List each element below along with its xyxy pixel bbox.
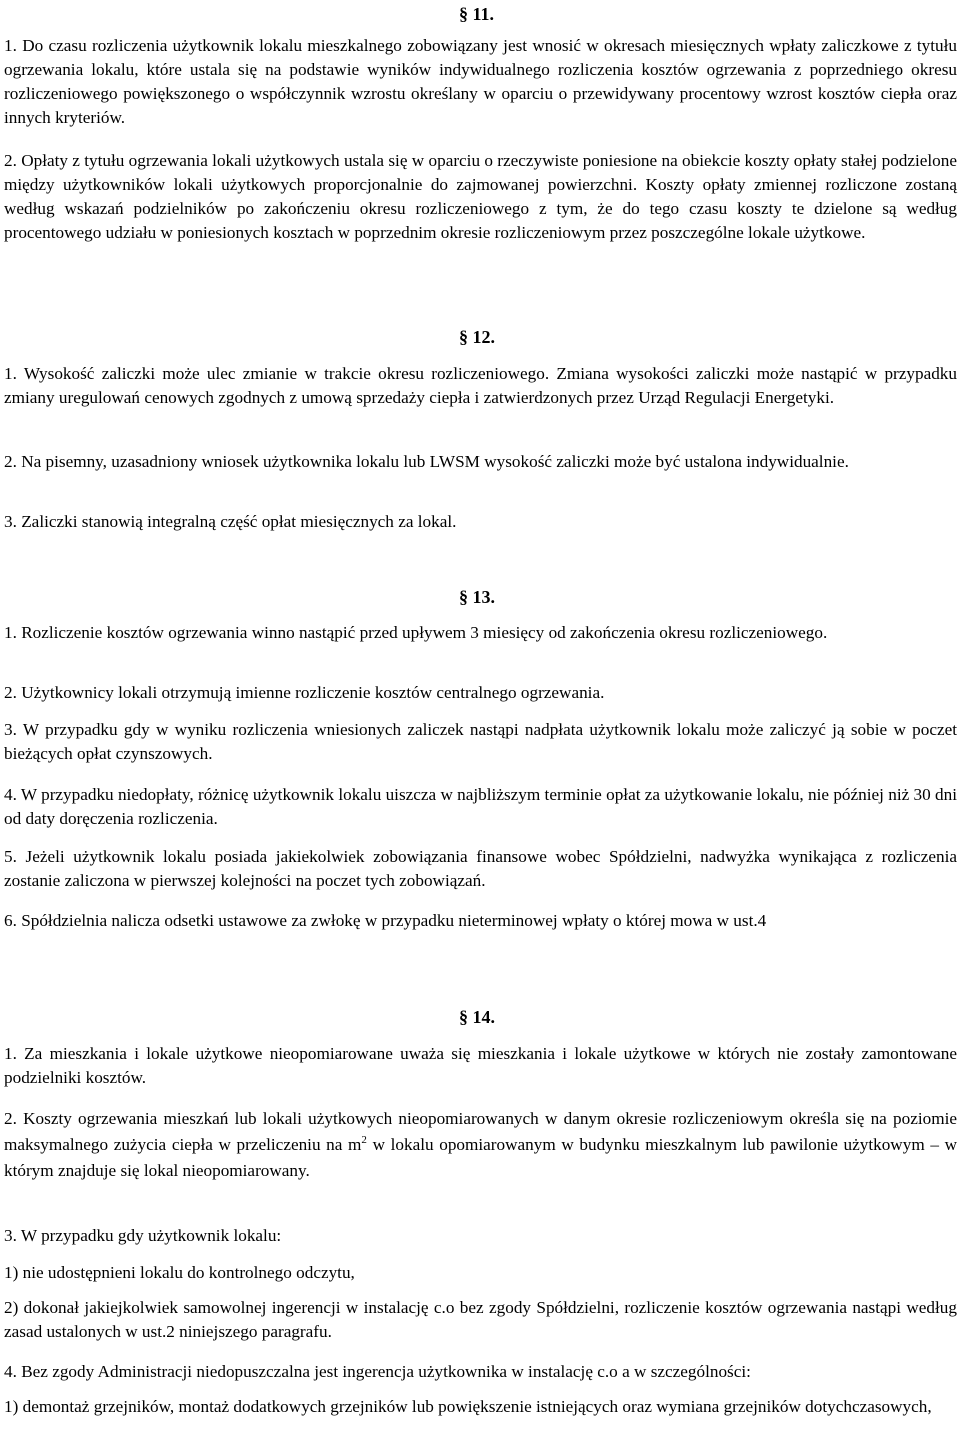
- section-14-paragraph-3: 3. W przypadku gdy użytkownik lokalu:: [4, 1226, 282, 1245]
- section-14-title: § 14.: [459, 1007, 495, 1027]
- section-13-paragraph-4: 4. W przypadku niedopłaty, różnicę użytkownik lokalu uiszcza w najbliższym terminie opłat za użytkowanie lokalu, nie później niż 30 dni od daty doręczenia rozliczenia.: [4, 785, 957, 828]
- section-11-title: § 11.: [459, 4, 495, 24]
- section-14-paragraph-4-item-1: 1) demontaż grzejników, montaż dodatkowych grzejników lub powiększenie istniejących oraz wymiana grzejników dotychczasowych,: [4, 1397, 932, 1416]
- section-13-paragraph-3: 3. W przypadku gdy w wyniku rozliczenia wniesionych zaliczek nastąpi nadpłata użytkownik lokalu może zaliczyć ją sobie w poczet bieżących opłat czynszowych.: [4, 720, 957, 763]
- section-13-title: § 13.: [459, 587, 495, 607]
- section-13-paragraph-2: 2. Użytkownicy lokali otrzymują imienne rozliczenie kosztów centralnego ogrzewania.: [4, 683, 605, 702]
- section-12-paragraph-2: 2. Na pisemny, uzasadniony wniosek użytkownika lokalu lub LWSM wysokość zaliczki może być ustalona indywidualnie.: [4, 452, 849, 471]
- section-12-paragraph-3: 3. Zaliczki stanowią integralną część opłat miesięcznych za lokal.: [4, 512, 457, 531]
- section-13-paragraph-1: 1. Rozliczenie kosztów ogrzewania winno nastąpić przed upływem 3 miesięcy od zakończenia okresu rozliczeniowego.: [4, 623, 828, 642]
- section-14-paragraph-3-item-2: 2) dokonał jakiejkolwiek samowolnej ingerencji w instalację c.o bez zgody Spółdzielni, rozliczenie kosztów ogrzewania nastąpi według zasad ustalonych w ust.2 niniejszego paragrafu.: [4, 1298, 957, 1341]
- section-12-title: § 12.: [459, 327, 495, 347]
- section-11-paragraph-2: 2. Opłaty z tytułu ogrzewania lokali użytkowych ustala się w oparciu o rzeczywiste poniesione na obiekcie koszty opłaty stałej podzielone między użytkowników lokali użytkowych proporcjonalnie do zajmowanej powierzchni. Koszty opłaty zmiennej rozliczone zostaną według wskazań podzielników po zakończeniu okresu rozliczeniowego z tym, że do tego czasu koszty te dzielone są według procentowego udziału w poniesionych kosztach w poprzednim okresie rozliczeniowym przez poszczególne lokale użytkowe.: [4, 151, 957, 242]
- section-14-paragraph-4: 4. Bez zgody Administracji niedopuszczalna jest ingerencja użytkownika w instalację c.o a w szczególności:: [4, 1362, 751, 1381]
- section-14-paragraph-3-item-1: 1) nie udostępnieni lokalu do kontrolnego odczytu,: [4, 1263, 355, 1282]
- section-14-paragraph-2-text-b: w lokalu opomiarowanym w budynku mieszkalnym lub pawilonie użytkowym – w którym znajduje się lokal nieopomiarowany.: [4, 1135, 957, 1180]
- section-12-paragraph-1: 1. Wysokość zaliczki może ulec zmianie w trakcie okresu rozliczeniowego. Zmiana wysokości zaliczki może nastąpić w przypadku zmiany uregulowań cenowych zgodnych z umową sprzedaży ciepła i zatwierdzonych przez Urząd Regulacji Energetyki.: [4, 364, 957, 407]
- section-14-paragraph-2-text-a: 2. Koszty ogrzewania mieszkań lub lokali użytkowych nieopomiarowanych w danym okresie rozliczeniowym określa się na poziomie maksymalnego zużycia ciepła w przeliczeniu na m: [4, 1109, 957, 1154]
- superscript-2: 2: [361, 1134, 367, 1146]
- section-13-paragraph-6: 6. Spółdzielnia nalicza odsetki ustawowe za zwłokę w przypadku nieterminowej wpłaty o której mowa w ust.4: [4, 911, 767, 930]
- section-13-paragraph-5: 5. Jeżeli użytkownik lokalu posiada jakiekolwiek zobowiązania finansowe wobec Spółdzielni, nadwyżka wynikająca z rozliczenia zostanie zaliczona w pierwszej kolejności na poczet tych zobowiązań.: [4, 847, 957, 890]
- section-11-paragraph-1: 1. Do czasu rozliczenia użytkownik lokalu mieszkalnego zobowiązany jest wnosić w okresach miesięcznych wpłaty zaliczkowe z tytułu ogrzewania lokalu, które ustala się na podstawie wyników indywidualnego rozliczenia kosztów ogrzewania z poprzedniego okresu rozliczeniowego powiększonego o współczynnik wzrostu określany w oparciu o przewidywany procentowy wzrost kosztów ciepła oraz innych kryteriów.: [4, 36, 957, 127]
- section-14-paragraph-2: [4, 1106, 957, 1184]
- section-14-paragraph-1: 1. Za mieszkania i lokale użytkowe nieopomiarowane uważa się mieszkania i lokale użytkowe w których nie zostały zamontowane podzielniki kosztów.: [4, 1044, 957, 1087]
